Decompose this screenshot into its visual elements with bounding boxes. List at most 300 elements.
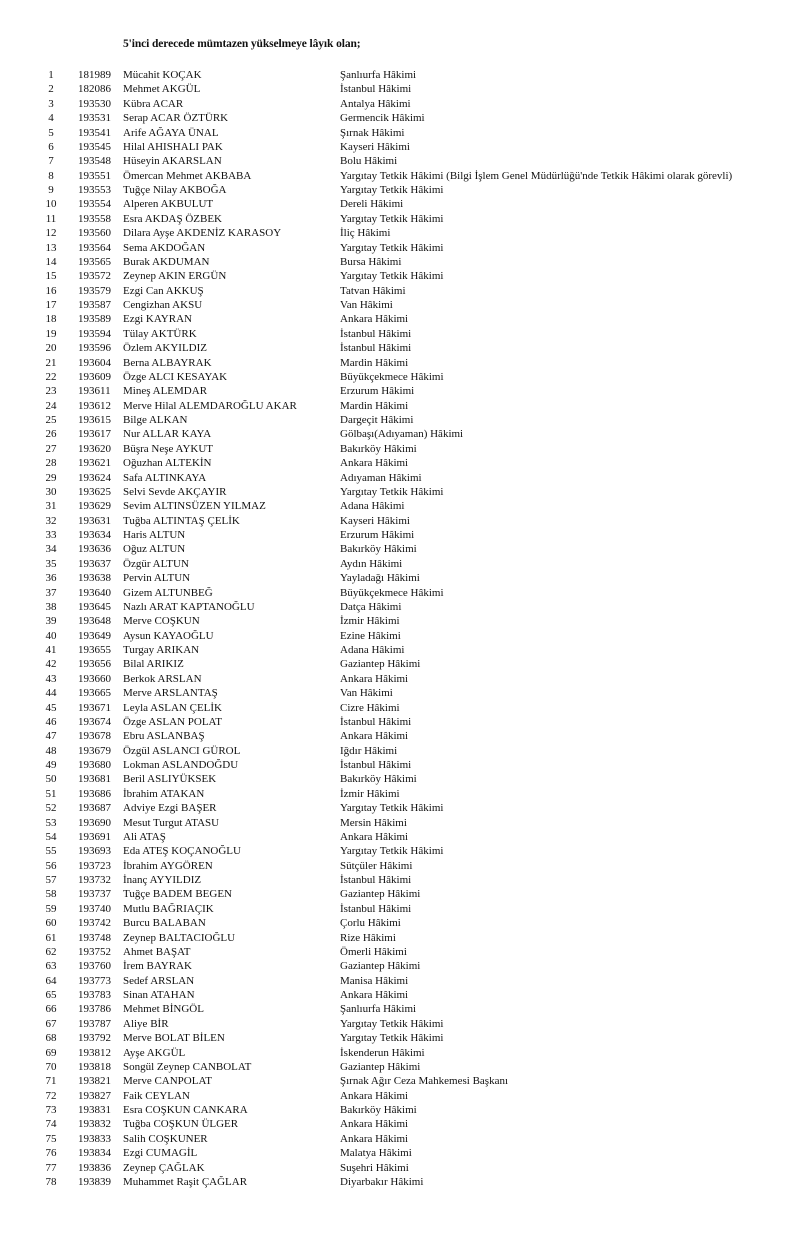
list-row bbox=[0, 931, 798, 945]
registry-number: 193541 bbox=[78, 126, 111, 139]
list-row bbox=[0, 154, 798, 168]
registry-number: 193564 bbox=[78, 241, 111, 254]
person-name: Safa ALTINKAYA bbox=[123, 471, 207, 484]
person-name: Ezgi KAYRAN bbox=[123, 313, 192, 326]
position: Yargıtay Tetkik Hâkimi bbox=[340, 184, 444, 196]
person-name: İbrahim AYGÖREN bbox=[123, 859, 213, 872]
person-name: Zeynep ÇAĞLAK bbox=[123, 1161, 205, 1174]
position: Erzurum Hâkimi bbox=[340, 385, 415, 398]
row-number: 75 bbox=[45, 1132, 57, 1145]
list-row bbox=[0, 1046, 798, 1060]
row-number: 15 bbox=[45, 270, 57, 283]
person-name: Mücahit KOÇAK bbox=[123, 69, 202, 81]
list-row bbox=[0, 183, 798, 197]
row-number: 74 bbox=[45, 1118, 57, 1131]
row-number: 10 bbox=[45, 198, 57, 211]
row-number: 57 bbox=[45, 874, 57, 886]
list-row bbox=[0, 442, 798, 456]
row-number: 33 bbox=[45, 529, 57, 541]
registry-number: 193612 bbox=[78, 399, 111, 412]
list-row bbox=[0, 859, 798, 873]
person-name: Sevim ALTINSÜZEN YILMAZ bbox=[123, 500, 266, 513]
row-number: 35 bbox=[45, 557, 57, 570]
position: Malatya Hâkimi bbox=[340, 1147, 412, 1160]
person-name: Sema AKDOĞAN bbox=[123, 241, 206, 254]
list-row bbox=[0, 600, 798, 614]
registry-number: 193604 bbox=[78, 356, 111, 369]
registry-number: 193760 bbox=[78, 960, 111, 973]
row-number: 1 bbox=[48, 69, 54, 81]
position: Şanlıurfa Hâkimi bbox=[340, 69, 417, 81]
registry-number: 193742 bbox=[78, 917, 111, 930]
registry-number: 193737 bbox=[78, 888, 111, 901]
registry-number: 193674 bbox=[78, 715, 111, 728]
person-name: Arife AĞAYA ÜNAL bbox=[123, 126, 219, 139]
row-number: 62 bbox=[45, 945, 57, 958]
row-number: 64 bbox=[45, 974, 57, 987]
row-number: 72 bbox=[45, 1089, 57, 1102]
person-name: İrem BAYRAK bbox=[123, 960, 192, 973]
registry-number: 193545 bbox=[78, 140, 111, 153]
person-name: Adviye Ezgi BAŞER bbox=[123, 802, 217, 815]
person-name: Merve ARSLANTAŞ bbox=[123, 687, 218, 700]
position: Mardin Hâkimi bbox=[340, 356, 409, 369]
row-number: 55 bbox=[45, 845, 57, 858]
position: İskenderun Hâkimi bbox=[340, 1046, 425, 1059]
registry-number: 193553 bbox=[78, 184, 111, 196]
row-number: 38 bbox=[45, 600, 57, 613]
person-name: Alperen AKBULUT bbox=[123, 198, 214, 211]
person-name: Muhammet Raşit ÇAĞLAR bbox=[123, 1175, 248, 1188]
person-name: Berkok ARSLAN bbox=[123, 672, 202, 685]
registry-number: 193693 bbox=[78, 845, 111, 858]
registry-number: 193787 bbox=[78, 1017, 111, 1030]
position: İzmir Hâkimi bbox=[340, 615, 400, 628]
row-number: 70 bbox=[45, 1060, 57, 1073]
position: Iğdır Hâkimi bbox=[340, 744, 398, 757]
registry-number: 193640 bbox=[78, 586, 111, 599]
row-number: 11 bbox=[45, 212, 57, 225]
registry-number: 193634 bbox=[78, 529, 111, 541]
registry-number: 193548 bbox=[78, 155, 111, 168]
list-row bbox=[0, 197, 798, 211]
registry-number: 193792 bbox=[78, 1032, 111, 1045]
position: Gaziantep Hâkimi bbox=[340, 658, 421, 671]
registry-number: 193637 bbox=[78, 557, 111, 570]
row-number: 46 bbox=[45, 715, 57, 728]
person-name: Sinan ATAHAN bbox=[123, 989, 195, 1001]
row-number: 17 bbox=[45, 299, 57, 311]
row-number: 16 bbox=[45, 284, 57, 297]
position: Şanlıurfa Hâkimi bbox=[340, 1003, 417, 1016]
list-row bbox=[0, 902, 798, 916]
position: Bakırköy Hâkimi bbox=[340, 773, 417, 786]
person-name: Oğuz ALTUN bbox=[123, 543, 186, 556]
row-number: 36 bbox=[45, 572, 57, 585]
position: Dargeçit Hâkimi bbox=[340, 414, 414, 426]
person-name: Zeynep AKIN ERGÜN bbox=[123, 270, 227, 283]
list-row bbox=[0, 298, 798, 312]
person-name: Faik CEYLAN bbox=[123, 1089, 190, 1102]
row-number: 21 bbox=[45, 356, 57, 369]
person-name: Mehmet BİNGÖL bbox=[123, 1003, 204, 1016]
row-number: 6 bbox=[48, 140, 54, 153]
registry-number: 193732 bbox=[78, 874, 111, 886]
position: Ankara Hâkimi bbox=[340, 830, 409, 843]
registry-number: 193832 bbox=[78, 1118, 111, 1131]
list-row bbox=[0, 427, 798, 441]
row-number: 41 bbox=[45, 644, 57, 656]
person-name: Berna ALBAYRAK bbox=[123, 356, 212, 369]
person-name: Ebru ASLANBAŞ bbox=[123, 730, 205, 743]
row-number: 34 bbox=[45, 543, 57, 556]
row-number: 52 bbox=[45, 802, 57, 815]
person-name: Leyla ASLAN ÇELİK bbox=[123, 701, 222, 714]
position: Kayseri Hâkimi bbox=[340, 514, 410, 527]
list-row bbox=[0, 111, 798, 125]
position: Germencik Hâkimi bbox=[340, 112, 425, 125]
person-name: Turgay ARIKAN bbox=[123, 644, 200, 656]
position: Yargıtay Tetkik Hâkimi bbox=[340, 1032, 444, 1045]
registry-number: 193690 bbox=[78, 816, 111, 829]
position: Antalya Hâkimi bbox=[340, 97, 411, 110]
list-row bbox=[0, 1117, 798, 1131]
list-row bbox=[0, 384, 798, 398]
list-row bbox=[0, 1089, 798, 1103]
person-name: Gizem ALTUNBEĞ bbox=[123, 586, 213, 599]
person-name: Bilge ALKAN bbox=[123, 414, 188, 426]
list-row bbox=[0, 887, 798, 901]
person-name: Kübra ACAR bbox=[123, 97, 184, 110]
position: Bolu Hâkimi bbox=[340, 155, 398, 168]
person-name: Sedef ARSLAN bbox=[123, 974, 195, 987]
list-row bbox=[0, 499, 798, 513]
row-number: 76 bbox=[45, 1147, 57, 1160]
person-name: Özgür ALTUN bbox=[123, 557, 189, 570]
registry-number: 193773 bbox=[78, 974, 111, 987]
row-number: 60 bbox=[45, 917, 57, 930]
person-name: İnanç AYYILDIZ bbox=[123, 874, 202, 886]
row-number: 61 bbox=[45, 931, 57, 944]
registry-number: 193783 bbox=[78, 989, 111, 1001]
person-name: Aliye BİR bbox=[123, 1017, 169, 1030]
list-row bbox=[0, 772, 798, 786]
position: Datça Hâkimi bbox=[340, 600, 402, 613]
position: Ankara Hâkimi bbox=[340, 989, 409, 1001]
registry-number: 193645 bbox=[78, 600, 111, 613]
list-row bbox=[0, 255, 798, 269]
registry-number: 193834 bbox=[78, 1147, 111, 1160]
person-name: Özge ASLAN POLAT bbox=[123, 715, 222, 728]
person-name: Merve Hilal ALEMDAROĞLU AKAR bbox=[123, 399, 297, 412]
person-name: Tuğçe Nilay AKBOĞA bbox=[123, 184, 227, 196]
list-row bbox=[0, 816, 798, 830]
row-number: 40 bbox=[45, 629, 57, 642]
position: Şırnak Hâkimi bbox=[340, 126, 405, 139]
registry-number: 193629 bbox=[78, 500, 111, 513]
row-number: 18 bbox=[45, 313, 57, 326]
person-name: Özgül ASLANCI GÜROL bbox=[123, 744, 241, 757]
person-name: Burak AKDUMAN bbox=[123, 255, 210, 268]
registry-number: 193671 bbox=[78, 701, 111, 714]
row-number: 50 bbox=[45, 773, 57, 786]
person-name: Mutlu BAĞRIAÇIK bbox=[123, 902, 214, 915]
person-name: Serap ACAR ÖZTÜRK bbox=[123, 112, 229, 125]
row-number: 78 bbox=[45, 1175, 57, 1188]
person-name: Özlem AKYILDIZ bbox=[123, 342, 208, 355]
row-number: 9 bbox=[48, 184, 54, 196]
person-name: Özge ALCI KESAYAK bbox=[123, 370, 228, 383]
registry-number: 193621 bbox=[78, 457, 111, 470]
list-row bbox=[0, 226, 798, 240]
position: Bakırköy Hâkimi bbox=[340, 543, 417, 556]
list-row bbox=[0, 327, 798, 341]
person-name: Salih COŞKUNER bbox=[123, 1132, 208, 1145]
registry-number: 193821 bbox=[78, 1075, 111, 1088]
registry-number: 193572 bbox=[78, 270, 111, 283]
list-row bbox=[0, 312, 798, 326]
list-row bbox=[0, 399, 798, 413]
list-row bbox=[0, 1161, 798, 1175]
registry-number: 193833 bbox=[78, 1132, 111, 1145]
row-number: 54 bbox=[45, 830, 57, 843]
position: Ankara Hâkimi bbox=[340, 730, 409, 743]
row-number: 23 bbox=[45, 385, 57, 398]
position: Van Hâkimi bbox=[340, 299, 393, 311]
position: Adana Hâkimi bbox=[340, 500, 405, 513]
person-name: Burcu BALABAN bbox=[123, 917, 206, 930]
registry-number: 193631 bbox=[78, 514, 111, 527]
row-number: 14 bbox=[45, 255, 57, 268]
registry-number: 193636 bbox=[78, 543, 111, 556]
row-number: 67 bbox=[45, 1017, 57, 1030]
person-name: Tuğba COŞKUN ÜLGER bbox=[123, 1118, 239, 1131]
position: Bakırköy Hâkimi bbox=[340, 442, 417, 455]
person-name: Songül Zeynep CANBOLAT bbox=[123, 1060, 252, 1073]
registry-number: 193615 bbox=[78, 414, 111, 426]
position: İstanbul Hâkimi bbox=[340, 327, 412, 340]
registry-number: 193831 bbox=[78, 1104, 111, 1116]
list-row bbox=[0, 1074, 798, 1088]
registry-number: 193624 bbox=[78, 471, 111, 484]
position: Diyarbakır Hâkimi bbox=[340, 1175, 424, 1188]
position: Gaziantep Hâkimi bbox=[340, 960, 421, 973]
person-name: Aysun KAYAOĞLU bbox=[123, 629, 214, 642]
row-number: 45 bbox=[45, 701, 57, 714]
list-row bbox=[0, 758, 798, 772]
person-name: Merve CANPOLAT bbox=[123, 1075, 212, 1088]
list-row bbox=[0, 1060, 798, 1074]
list-row bbox=[0, 356, 798, 370]
registry-number: 193551 bbox=[78, 169, 111, 182]
person-name: Zeynep BALTACIOĞLU bbox=[123, 931, 236, 944]
position: Gölbaşı(Adıyaman) Hâkimi bbox=[340, 428, 464, 441]
position: İstanbul Hâkimi bbox=[340, 874, 412, 886]
registry-number: 193656 bbox=[78, 658, 111, 671]
row-number: 30 bbox=[45, 485, 57, 498]
registry-number: 193560 bbox=[78, 227, 111, 240]
list-row bbox=[0, 1103, 798, 1117]
row-number: 51 bbox=[45, 787, 57, 800]
person-name: Merve COŞKUN bbox=[123, 615, 200, 628]
list-row bbox=[0, 729, 798, 743]
row-number: 58 bbox=[45, 888, 57, 901]
person-name: Mehmet AKGÜL bbox=[123, 83, 201, 96]
list-row bbox=[0, 657, 798, 671]
person-name: Tuğçe BADEM BEGEN bbox=[123, 888, 232, 901]
position: Şırnak Ağır Ceza Mahkemesi Başkanı bbox=[340, 1075, 509, 1088]
person-name: Mesut Turgut ATASU bbox=[123, 816, 220, 829]
registry-number: 193587 bbox=[78, 299, 111, 311]
list-row bbox=[0, 1031, 798, 1045]
row-number: 56 bbox=[45, 859, 57, 872]
list-row bbox=[0, 471, 798, 485]
person-name: Esra AKDAŞ ÖZBEK bbox=[123, 212, 222, 225]
position: Ömerli Hâkimi bbox=[340, 945, 407, 958]
position: Yargıtay Tetkik Hâkimi bbox=[340, 212, 444, 225]
row-number: 59 bbox=[45, 902, 57, 915]
registry-number: 193531 bbox=[78, 112, 111, 125]
position: Çorlu Hâkimi bbox=[340, 917, 401, 930]
registry-number: 193740 bbox=[78, 902, 111, 915]
registry-number: 193681 bbox=[78, 773, 111, 786]
position: Ankara Hâkimi bbox=[340, 1089, 409, 1102]
list-row bbox=[0, 485, 798, 499]
position: Adıyaman Hâkimi bbox=[340, 471, 422, 484]
position: İstanbul Hâkimi bbox=[340, 902, 412, 915]
position: Yargıtay Tetkik Hâkimi bbox=[340, 270, 444, 283]
person-name: Hilal AHISHALI PAK bbox=[123, 140, 223, 153]
list-row bbox=[0, 787, 798, 801]
row-number: 20 bbox=[45, 342, 57, 355]
position: Ankara Hâkimi bbox=[340, 313, 409, 326]
row-number: 2 bbox=[48, 83, 54, 96]
list-row bbox=[0, 945, 798, 959]
registry-number: 193678 bbox=[78, 730, 111, 743]
person-name: Beril ASLIYÜKSEK bbox=[123, 773, 217, 786]
list-row bbox=[0, 629, 798, 643]
position: Rize Hâkimi bbox=[340, 931, 396, 944]
list-row bbox=[0, 701, 798, 715]
person-name: Ömercan Mehmet AKBABA bbox=[123, 169, 252, 182]
row-number: 25 bbox=[45, 414, 57, 426]
position: Ezine Hâkimi bbox=[340, 629, 401, 642]
person-name: Dilara Ayşe AKDENİZ KARASOY bbox=[123, 227, 282, 240]
row-number: 24 bbox=[45, 399, 57, 412]
list-row bbox=[0, 571, 798, 585]
row-number: 5 bbox=[48, 126, 54, 139]
position: Gaziantep Hâkimi bbox=[340, 888, 421, 901]
row-number: 4 bbox=[48, 112, 54, 125]
registry-number: 193655 bbox=[78, 644, 111, 656]
row-number: 27 bbox=[45, 442, 57, 455]
row-number: 71 bbox=[45, 1075, 57, 1088]
row-number: 3 bbox=[48, 97, 54, 110]
registry-number: 193649 bbox=[78, 629, 111, 642]
row-number: 66 bbox=[45, 1003, 57, 1016]
list-row bbox=[0, 97, 798, 111]
list-row bbox=[0, 873, 798, 887]
list-row bbox=[0, 586, 798, 600]
registry-number: 193723 bbox=[78, 859, 111, 872]
registry-number: 193609 bbox=[78, 370, 111, 383]
person-name: Ahmet BAŞAT bbox=[123, 945, 191, 958]
registry-number: 193594 bbox=[78, 327, 111, 340]
judge-list bbox=[0, 68, 798, 1189]
list-row bbox=[0, 830, 798, 844]
registry-number: 193812 bbox=[78, 1046, 111, 1059]
section-heading: 5'inci derecede mümtazen yükselmeye lâyık olan; bbox=[123, 38, 361, 50]
registry-number: 193617 bbox=[78, 428, 111, 441]
position: Yargıtay Tetkik Hâkimi bbox=[340, 1017, 444, 1030]
list-row bbox=[0, 269, 798, 283]
person-name: Lokman ASLANDOĞDU bbox=[123, 759, 239, 771]
position: Gaziantep Hâkimi bbox=[340, 1060, 421, 1073]
position: Yargıtay Tetkik Hâkimi (Bilgi İşlem Genel Müdürlüğü'nde Tetkik Hâkimi olarak görevli) bbox=[340, 169, 733, 182]
row-number: 48 bbox=[45, 744, 57, 757]
position: Aydın Hâkimi bbox=[340, 557, 403, 570]
person-name: Selvi Sevde AKÇAYIR bbox=[123, 485, 227, 498]
person-name: Eda ATEŞ KOÇANOĞLU bbox=[123, 845, 241, 858]
list-row bbox=[0, 212, 798, 226]
position: İstanbul Hâkimi bbox=[340, 83, 412, 96]
row-number: 26 bbox=[45, 428, 57, 441]
person-name: İbrahim ATAKAN bbox=[123, 787, 205, 800]
registry-number: 193648 bbox=[78, 615, 111, 628]
row-number: 13 bbox=[45, 241, 57, 254]
row-number: 69 bbox=[45, 1046, 57, 1059]
person-name: Bilal ARIKIZ bbox=[123, 658, 184, 671]
registry-number: 193589 bbox=[78, 313, 111, 326]
list-row bbox=[0, 643, 798, 657]
registry-number: 193752 bbox=[78, 945, 111, 958]
list-row bbox=[0, 169, 798, 183]
registry-number: 193786 bbox=[78, 1003, 111, 1016]
position: Adana Hâkimi bbox=[340, 644, 405, 656]
person-name: Nur ALLAR KAYA bbox=[123, 428, 212, 441]
list-row bbox=[0, 542, 798, 556]
list-row bbox=[0, 1146, 798, 1160]
position: İstanbul Hâkimi bbox=[340, 342, 412, 355]
position: Sütçüler Hâkimi bbox=[340, 859, 413, 872]
position: İzmir Hâkimi bbox=[340, 787, 400, 800]
list-row bbox=[0, 341, 798, 355]
position: Yargıtay Tetkik Hâkimi bbox=[340, 241, 444, 254]
position: Ankara Hâkimi bbox=[340, 457, 409, 470]
registry-number: 182086 bbox=[78, 83, 111, 96]
row-number: 7 bbox=[48, 155, 54, 168]
registry-number: 193818 bbox=[78, 1060, 111, 1073]
person-name: Ali ATAŞ bbox=[123, 830, 166, 843]
list-row bbox=[0, 456, 798, 470]
registry-number: 193554 bbox=[78, 198, 111, 211]
row-number: 12 bbox=[45, 227, 57, 240]
person-name: Ayşe AKGÜL bbox=[123, 1046, 186, 1059]
position: Ankara Hâkimi bbox=[340, 672, 409, 685]
row-number: 39 bbox=[45, 615, 57, 628]
list-row bbox=[0, 686, 798, 700]
person-name: Esra COŞKUN CANKARA bbox=[123, 1104, 248, 1116]
registry-number: 193611 bbox=[78, 385, 111, 398]
list-row bbox=[0, 1002, 798, 1016]
list-row bbox=[0, 844, 798, 858]
person-name: Ezgi Can AKKUŞ bbox=[123, 284, 204, 297]
row-number: 29 bbox=[45, 471, 57, 484]
person-name: Ezgi CUMAGİL bbox=[123, 1147, 198, 1160]
row-number: 49 bbox=[45, 759, 57, 771]
position: Mersin Hâkimi bbox=[340, 816, 407, 829]
person-name: Haris ALTUN bbox=[123, 529, 186, 541]
